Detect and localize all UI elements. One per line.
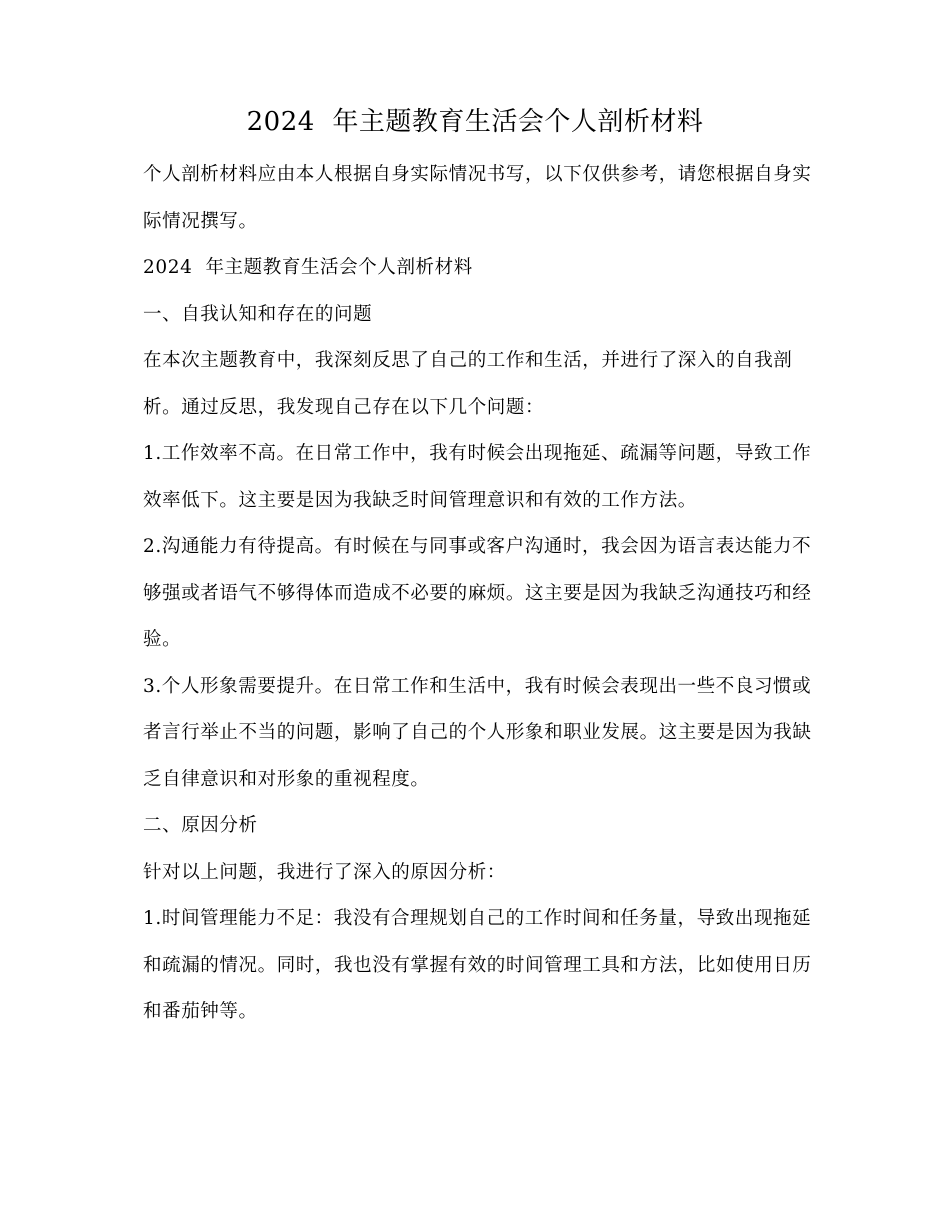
list-item-problem-1: 1.工作效率不高。在日常工作中，我有时候会出现拖延、疏漏等问题，导致工作效率低下。这主要是因为我缺乏时间管理意识和有效的工作方法。 [143, 443, 812, 511]
list-item-cause-1: 1.时间管理能力不足：我没有合理规划自己的工作时间和任务量，导致出现拖延和疏漏的情况。同时，我也没有掌握有效的时间管理工具和方法，比如使用日历和番茄钟等。 [143, 908, 812, 1022]
section-heading-1: 一、自我认知和存在的问题 [143, 303, 373, 325]
paragraph: 针对以上问题，我进行了深入的原因分析： [143, 861, 506, 883]
section-heading-2: 二、原因分析 [143, 815, 258, 836]
list-item-problem-2: 2.沟通能力有待提高。有时候在与同事或客户沟通时，我会因为语言表达能力不够强或者语气不够得体而造成不必要的麻烦。这主要是因为我缺乏沟通技巧和经验。 [143, 536, 812, 650]
paragraph: 在本次主题教育中，我深刻反思了自己的工作和生活，并进行了深入的自我剖析。通过反思，我发现自己存在以下几个问题： [143, 350, 793, 418]
intro-note: 个人剖析材料应由本人根据自身实际情况书写，以下仅供参考，请您根据自身实际情况撰写。 [143, 164, 812, 232]
document-title: 2024 年主题教育生活会个人剖析材料 [246, 107, 704, 137]
list-item-problem-3: 3.个人形象需要提升。在日常工作和生活中，我有时候会表现出一些不良习惯或者言行举止不当的问题，影响了自己的个人形象和职业发展。这主要是因为我缺乏自律意识和对形象的重视程度。 [143, 675, 812, 790]
document-body [143, 152, 815, 1036]
subtitle: 2024 年主题教育生活会个人剖析材料 [143, 257, 473, 278]
